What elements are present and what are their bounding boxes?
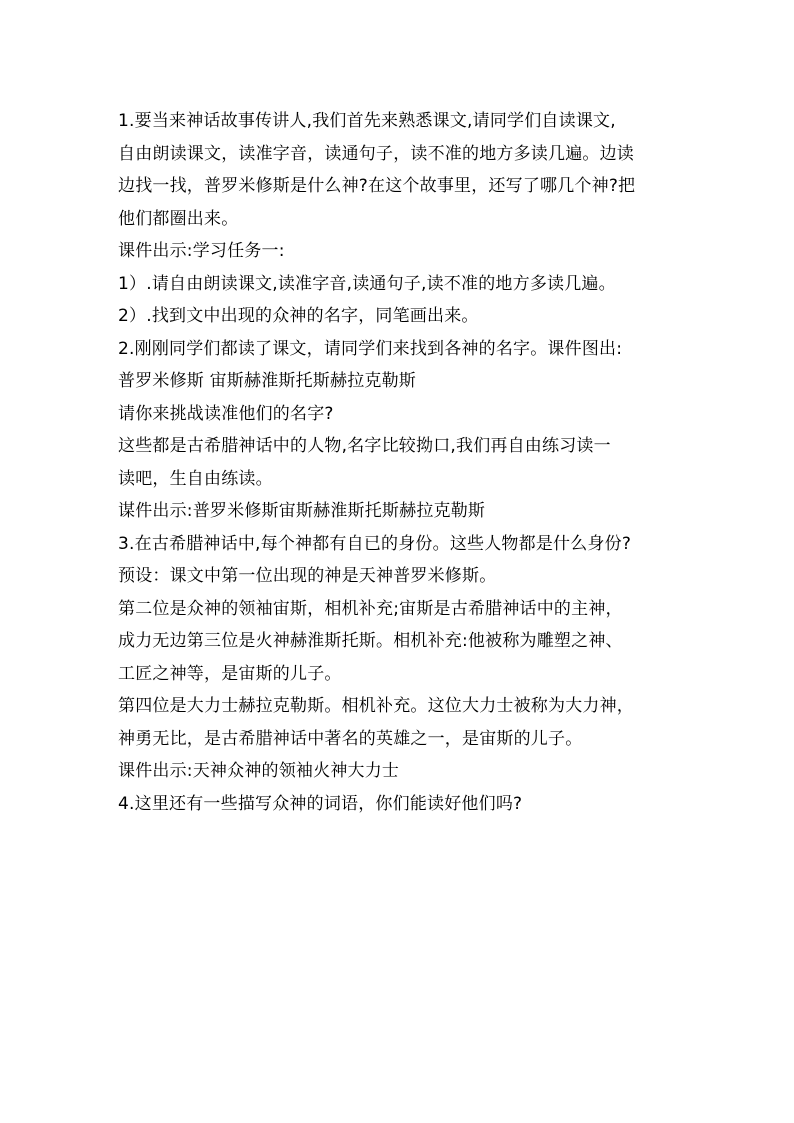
text-line-20: 神勇无比，是古希腊神话中著名的英雄之一，是宙斯的儿子。 (118, 728, 583, 749)
text-line-18: 工匠之神等，是宙斯的儿子。 (118, 663, 342, 684)
text-line-3: 边找一找，普罗米修斯是什么神?在这个故事里，还写了哪几个神?把 (118, 176, 636, 196)
text-line-6: 1）.请自由朗读课文,读准字音,读通句子,读不准的地方多读几遍。 (118, 273, 616, 294)
text-line-1: 1.要当来神话故事传讲人,我们首先来熟悉课文,请同学们自读课文, (118, 111, 616, 131)
text-line-21: 课件出示:天神众神的领袖火神大力士 (118, 761, 400, 781)
text-line-22: 4.这里还有一些描写众神的词语，你们能读好他们吗? (118, 793, 523, 814)
text-line-15: 预设：课文中第一位出现的神是天神普罗米修斯。 (118, 566, 497, 586)
text-line-12: 读吧，生自由练读。 (118, 468, 273, 489)
text-line-8: 2.刚刚同学们都读了课文，请同学们来找到各神的名字。课件图出: (118, 338, 623, 359)
text-line-19: 第四位是大力士赫拉克勒斯。相机补充。这位大力士被称为大力神， (118, 696, 634, 716)
text-line-16: 第二位是众神的领袖宙斯，相机补充;宙斯是古希腊神话中的主神， (118, 598, 623, 619)
text-line-17: 成力无边第三位是火神赫淮斯托斯。相机补充:他被称为雕塑之神、 (118, 631, 623, 651)
text-line-9: 普罗米修斯 宙斯赫淮斯托斯赫拉克勒斯 (118, 371, 417, 391)
text-line-2: 自由朗读课文，读准字音，读通句子，读不准的地方多读几遍。边读 (118, 143, 634, 164)
text-line-10: 请你来挑战读准他们的名字? (118, 403, 334, 424)
text-line-5: 课件出示:学习任务一: (118, 241, 285, 261)
text-line-4: 他们都圈出来。 (118, 208, 239, 229)
text-line-14: 3.在古希腊神话中,每个神都有自已的身份。这些人物都是什么身份? (118, 533, 632, 554)
text-line-13: 谋件出示:普罗米修斯宙斯赫淮斯托斯赫拉克勒斯 (118, 501, 486, 521)
text-line-7: 2）.找到文中出现的众神的名字，同笔画出来。 (118, 306, 479, 326)
text-line-11: 这些都是古希腊神话中的人物,名字比较拗口,我们再自由练习读一 (118, 436, 611, 456)
document-body (118, 105, 693, 820)
